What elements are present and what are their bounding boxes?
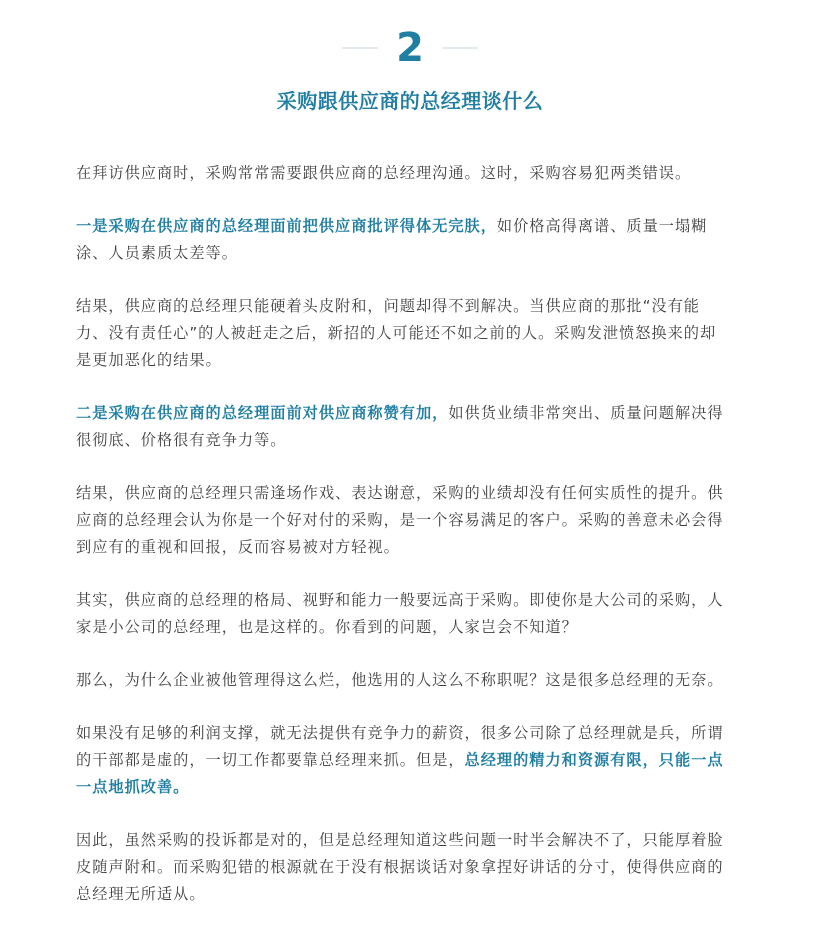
paragraph-text: 那么，为什么企业被他管理得这么烂，他选用的人这么不称职呢？这是很多总经理的无奈。	[76, 671, 724, 689]
paragraph-text: 其实，供应商的总经理的格局、视野和能力一般要远高于采购。即使你是大公司的采购，人家是小公司的总经理，也是这样的。你看到的问题，人家岂会不知道？	[76, 591, 724, 636]
paragraph-insight	[76, 587, 726, 641]
paragraph-result-two	[76, 480, 726, 561]
paragraph-explanation	[76, 720, 726, 801]
paragraph-intro	[76, 160, 726, 187]
paragraph-text: 如供货业绩非常突出、质量问题解决得很彻底、价格很有竞争力等。	[76, 404, 724, 449]
paragraph-text: 如果没有足够的利润支撑，就无法提供有竞争力的薪资，很多公司除了总经理就是兵，所谓的干部都是虚的，一切工作都要靠总经理来抓。但是，	[76, 724, 724, 769]
section-title: 采购跟供应商的总经理谈什么	[276, 89, 544, 113]
highlight-text: 二是采购在供应商的总经理面前对供应商称赞有加，	[76, 404, 449, 422]
article-body	[76, 160, 726, 934]
paragraph-text: 因此，虽然采购的投诉都是对的，但是总经理知道这些问题一时半会解决不了，只能厚着脸皮随声附和。而采购犯错的根源就在于没有根据谈话对象拿捏好讲话的分寸，使得供应商的总经理无所适从。	[76, 831, 724, 903]
paragraph-question	[76, 667, 726, 694]
paragraph-mistake-two	[76, 400, 726, 454]
highlight-text: 一是采购在供应商的总经理面前把供应商批评得体无完肤，	[76, 217, 497, 235]
left-divider-line	[342, 47, 378, 49]
paragraph-text: 在拜访供应商时，采购常常需要跟供应商的总经理沟通。这时，采购容易犯两类错误。	[76, 164, 692, 182]
paragraph-mistake-one	[76, 213, 726, 267]
paragraph-conclusion	[76, 827, 726, 908]
highlight-text: 总经理的精力和资源有限，只能一点一点地抓改善。	[76, 751, 724, 796]
paragraph-result-one	[76, 293, 726, 374]
paragraph-text: 结果，供应商的总经理只需逢场作戏、表达谢意，采购的业绩却没有任何实质性的提升。供应商的总经理会认为你是一个好对付的采购，是一个容易满足的客户。采购的善意未必会得到应有的重视和回报，反而容易被对方轻视。	[76, 484, 724, 556]
paragraph-text: 结果，供应商的总经理只能硬着头皮附和，问题却得不到解决。当供应商的那批“没有能力、没有责任心”的人被赶走之后，新招的人可能还不如之前的人。采购发泄愤怒换来的却是更加恶化的结果。	[76, 297, 717, 369]
section-header	[0, 22, 820, 116]
section-number: 2	[396, 25, 424, 71]
paragraph-text: 如价格高得离谱、质量一塌糊涂、人员素质太差等。	[76, 217, 708, 262]
right-divider-line	[442, 47, 478, 49]
section-number-row	[0, 22, 820, 74]
